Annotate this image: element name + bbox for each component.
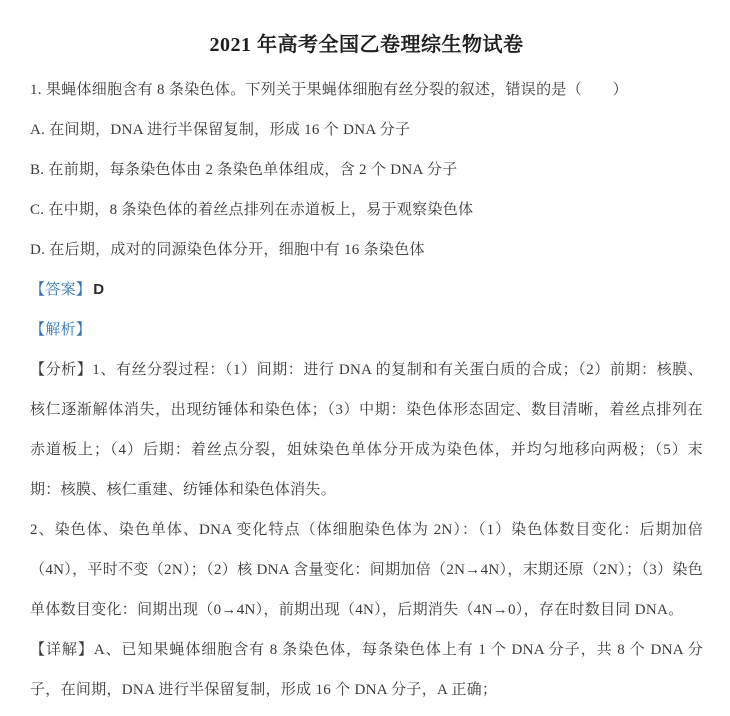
document-title: 2021 年高考全国乙卷理综生物试卷 — [209, 34, 524, 56]
option-c: C. 在中期，8 条染色体的着丝点排列在赤道板上，易于观察染色体 — [30, 202, 474, 218]
option-b: B. 在前期，每条染色体由 2 条染色单体组成，含 2 个 DNA 分子 — [30, 162, 458, 178]
explanation-heading: 【解析】 — [30, 322, 92, 338]
option-a: A. 在间期，DNA 进行半保留复制，形成 16 个 DNA 分子 — [30, 122, 411, 138]
answer-line — [30, 270, 703, 310]
explanation-heading-line — [30, 310, 703, 350]
question-stem: 1. 果蝇体细胞含有 8 条染色体。下列关于果蝇体细胞有丝分裂的叙述，错误的是（ ） — [30, 82, 628, 98]
point2-paragraph: 2、染色体、染色单体、DNA 变化特点（体细胞染色体为 2N）：（1）染色体数目变化：后期加倍（4N），平时不变（2N）；（2）核 DNA 含量变化：间期加倍（2N→4N），末期还原（2N）；（3）染色单体数目变化：间期出现（0→4N），前期出现（4N），后期消失（4N→0），存在时数目同 DNA。 — [30, 522, 703, 618]
analysis-paragraph — [30, 350, 703, 510]
detail-text: A、已知果蝇体细胞含有 8 条染色体，每条染色体上有 1 个 DNA 分子，共 8 个 DNA 分子，在间期，DNA 进行半保留复制，形成 16 个 DNA 分子，A 正确； — [30, 642, 704, 698]
detail-paragraph — [30, 630, 703, 710]
analysis-text: 1、有丝分裂过程：（1）间期：进行 DNA 的复制和有关蛋白质的合成；（2）前期：核膜、核仁逐渐解体消失，出现纺锤体和染色体；（3）中期：染色体形态固定、数目清晰，着丝点排列在赤道板上；（4）后期：着丝点分裂，姐妹染色单体分开成为染色体，并均匀地移向两极；（5）末期：核膜、核仁重建、纺锤体和染色体消失。 — [30, 362, 704, 498]
answer-label: 【答案】 — [30, 282, 92, 298]
analysis-label: 【分析】 — [30, 362, 93, 378]
answer-value: D — [93, 281, 105, 298]
option-d: D. 在后期，成对的同源染色体分开，细胞中有 16 条染色体 — [30, 242, 425, 258]
detail-label: 【详解】 — [30, 642, 94, 658]
